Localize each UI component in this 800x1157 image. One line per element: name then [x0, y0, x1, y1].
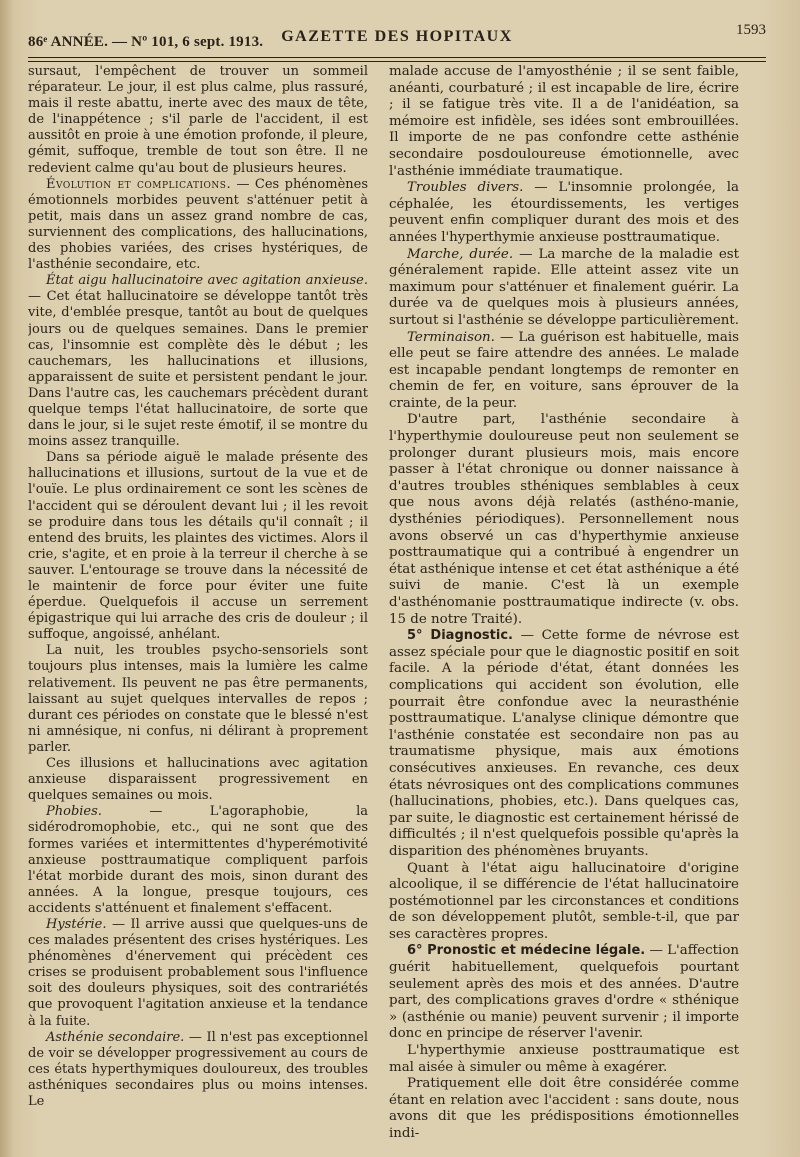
section-heading: 5° Diagnostic.	[407, 628, 513, 644]
section-heading: Hystérie.	[46, 916, 107, 932]
header-rule	[28, 57, 766, 58]
paragraph: Pratiquement elle doit être considérée comme étant en relation avec l'accident : sans doute, nous avons dit que les prédispositions émotionnelles indi-	[389, 1076, 739, 1141]
journal-title: GAZETTE DES HOPITAUX	[281, 28, 513, 45]
paragraph-text: — Ces phénomènes émotionnels morbides peuvent s'atténuer petit à petit, mais dans un assez grand nombre de cas, surviennent des complications, des hallucinations, des phobies variées, des crises hystériques, de l'asthénie secondaire, etc.	[28, 176, 368, 273]
section-heading: Marche, durée.	[407, 246, 514, 262]
paragraph-text: — La guérison est habituelle, mais elle peut se faire attendre des années. Le malade est incapable pendant longtemps de remonter en chemin de fer, en voiture, sans éprouver de la crainte, de la peur.	[389, 329, 739, 411]
paragraph-text: — Il n'est pas exceptionnel de voir se développer progressivement au cours de ces états hyperthymiques douloureux, des troubles asthéniques secondaires plus ou moins intenses. Le	[28, 1029, 368, 1109]
page-header	[28, 22, 766, 52]
section-heading: Évolution et complications.	[46, 176, 232, 192]
paragraph	[28, 804, 368, 917]
paragraph	[389, 180, 739, 246]
paragraph	[389, 330, 739, 413]
right-column	[389, 64, 739, 1144]
paragraph-text: — L'agoraphobie, la sidérodromophobie, etc., qui ne sont que des formes variées et intermittentes d'hyperémotivité anxieuse posttraumatique compliquent parfois l'état morbide durant des mois, sinon durant des années. A la longue, presque toujours, ces accidents s'atténuent et finalement s'effacent.	[28, 804, 368, 916]
paragraph-text: — Cette forme de névrose est assez spéciale pour que le diagnostic positif en soit facile. A la période d'état, étant données les complications qui accident son évolution, elle pourrait être confondue avec la neurasthénie posttraumatique. L'analyse clinique démontre que l'asthénie constatée est secondaire non pas au traumatisme physique, mais aux émotions consécutives anxieuses. En revanche, ces deux états névrosiques ont des complications communes (hallucinations, phobies, etc.). Dans quelques cas, par suite, le diagnostic est certainement hérissé de difficultés ; il n'est quelquefois possible qu'après la disparition des phénomènes bruyants.	[389, 628, 739, 859]
paragraph: Quant à l'état aigu hallucinatoire d'origine alcoolique, il se différencie de l'état hallucinatoire postémotionnel par les circonstances et conditions de son développement plutôt, semble-t-il, que par ses caractères propres.	[389, 860, 739, 942]
paragraph	[28, 917, 368, 1030]
paragraph: sursaut, l'empêchent de trouver un sommeil réparateur. Le jour, il est plus calme, plus rassuré, mais il reste abattu, inerte avec des maux de tête, de l'inappétence ; s'il parle de l'accident, il est aussitôt en proie à une émotion profonde, il pleure, gémit, suffoque, tremble de tout son être. Il ne redevient calme qu'au bout de plusieurs heures.	[28, 64, 368, 176]
paragraph	[389, 247, 739, 330]
section-heading: Terminaison.	[407, 329, 495, 345]
paragraph	[389, 628, 739, 860]
section-heading: Troubles divers.	[407, 180, 524, 196]
section-heading: 6° Pronostic et médecine légale.	[407, 943, 646, 959]
paragraph: L'hyperthymie anxieuse posttraumatique est mal aisée à simuler ou même à exagérer.	[389, 1043, 739, 1075]
paragraph-text: — Il arrive aussi que quelques-uns de ces malades présentent des crises hystériques. Les phénomènes d'énervement qui précèdent ces crises se produisent probablement sous l'influence soit des douleurs physiques, soit des contrariétés que provoquent l'agitation anxieuse et la tendance à la fuite.	[28, 916, 368, 1029]
paragraph	[28, 1030, 368, 1110]
paragraph: D'autre part, l'asthénie secondaire à l'hyperthymie douloureuse peut non seulement se prolonger durant plusieurs mois, mais encore passer à l'état chronique ou donner naissance à d'autres troubles sthéniques semblables à ceux que nous avons déjà relatés (asthéno-manie, dysthénies périodiques). Personnellement nous avons observé un cas d'hyperthymie anxieuse posttraumatique qui a contribué à engendrer un état asthénique intense et cet état asthénique a été suivi de manie. C'est là un exemple d'asthénomanie posttraumatique indirecte (v. obs. 15 de notre Traité).	[389, 412, 739, 627]
paragraph-text: — L'affection guérit habituellement, quelquefois pourtant seulement après des mois et des années. D'autre part, des complications graves d'ordre « sthénique » (asthénie ou manie) peuvent survenir ; il importe donc en principe de réserver l'avenir.	[389, 943, 739, 1042]
left-column	[28, 64, 368, 1144]
paragraph-text: — L'insomnie prolongée, la céphalée, les étourdissements, les vertiges peuvent enfin compliquer durant des mois et des années l'hyperthymie anxieuse posttraumatique.	[389, 180, 739, 245]
paragraph	[28, 177, 368, 274]
paragraph-text: — Cet état hallucinatoire se développe tantôt très vite, d'emblée presque, tantôt au bout de quelques jours ou de quelques semaines. Dans le premier cas, l'insomnie est complète dès le début ; les cauchemars, les hallucinations et illusions, apparaissent de suite et persistent pendant le jour. Dans l'autre cas, les cauchemars précèdent durant quelque temps l'état hallucinatoire, de sorte que dans le jour, si le sujet reste émotif, il se montre du moins assez tranquille.	[28, 289, 368, 450]
header-rule-thin	[28, 61, 766, 62]
page-number: 1593	[736, 22, 766, 38]
paragraph	[389, 943, 739, 1043]
paragraph-text: — La marche de la maladie est généralement rapide. Elle atteint assez vite un maximum pour s'atténuer et finalement guérir. La durée va de quelques mois à plusieurs années, surtout si l'asthénie se développe particulièrement.	[389, 246, 739, 328]
paragraph: malade accuse de l'amyosthénie ; il se sent faible, anéanti, courbaturé ; il est incapable de lire, écrire ; il se fatigue très vite. Il a de l'anidéation, sa mémoire est infidèle, ses idées sont embrouillées. Il importe de ne pas confondre cette asthénie secondaire posdouloureuse émotionnelle, avec l'asthénie immédiate traumatique.	[389, 64, 739, 179]
section-heading: État aigu hallucinatoire avec agitation anxieuse.	[46, 273, 368, 289]
section-heading: Asthénie secondaire.	[46, 1029, 185, 1045]
section-heading: Phobies.	[46, 804, 102, 820]
paragraph	[28, 273, 368, 450]
paragraph: La nuit, les troubles psycho-sensoriels sont toujours plus intenses, mais la lumière les calme relativement. Ils peuvent ne pas être permanents, laissant au sujet quelques intervalles de repos ; durant ces périodes on constate que le blessé n'est ni amnésique, ni confus, ni délirant à proprement parler.	[28, 643, 368, 755]
paragraph: Dans sa période aiguë le malade présente des hallucinations et illusions, surtout de la vue et de l'ouïe. Le plus ordinairement ce sont les scènes de l'accident qui se déroulent devant lui ; il les revoit se produire dans tous les détails qu'il connaît ; il entend des bruits, les plaintes des victimes. Alors il crie, s'agite, et en proie à la terreur il cherche à se sauver. L'entourage se trouve dans la nécessité de le maintenir de force pour éviter une fuite éperdue. Quelquefois il accuse un serrement épigastrique qui lui arrache des cris de douleur ; il suffoque, angoissé, anhélant.	[28, 450, 368, 643]
paragraph: Ces illusions et hallucinations avec agitation anxieuse disparaissent progressivement en quelques semaines ou mois.	[28, 756, 368, 804]
issue-info: 86ᵉ ANNÉE. — Nº 101, 6 sept. 1913.	[28, 34, 264, 50]
